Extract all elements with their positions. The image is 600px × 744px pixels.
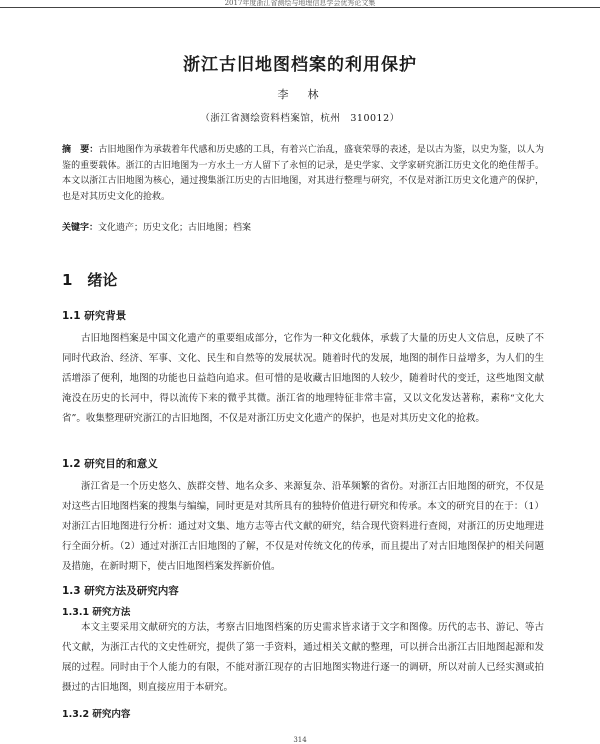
affiliation: （浙江省测绘资料档案馆，杭州 310012） — [200, 113, 400, 124]
abstract — [62, 143, 544, 205]
abstract-text: 古旧地图作为承载着年代感和历史感的工具，有着兴亡治乱，盛衰荣辱的表述，是以古为鉴，以史为鉴，以人为鉴的重要载体。浙江的古旧地图为一方水土一方人留下了永恒的记录，是史学家、文学家研究浙江历史文化的绝佳帮手。本文以浙江古旧地图为核心，通过搜集浙江历史的古旧地图，对其进行整理与研究，不仅是对浙江历史文化遗产的保护，也是对其历史文化的抢救。 — [62, 145, 544, 202]
keywords-text: 文化遗产；历史文化；古旧地图；档案 — [98, 223, 252, 233]
paragraph-background: 古旧地图档案是中国文化遗产的重要组成部分，它作为一种文化载体，承载了大量的历史人文信息，反映了不同时代政治、经济、军事、文化、民生和自然等的发展状况。随着时代的发展，地图的制作日益增多，为人们的生活增添了便利，地图的功能也日益趋向追求。但可惜的是收藏古旧地图的人较少，随着时代的变迁，这些地图文献淹没在历史的长河中，得以流传下来的微乎其微。浙江省的地理特征非常丰富，又以文化发达著称，素称“文化大省”。收集整理研究浙江的古旧地图，不仅是对浙江历史文化遗产的保护，也是对其历史文化的抢救。 — [62, 333, 544, 424]
subsubsection-heading-content: 1.3.2 研究内容 — [62, 709, 131, 720]
keywords — [62, 221, 544, 236]
subsection-heading-background: 1.1 研究背景 — [62, 310, 127, 322]
running-header: 2017年度浙江省测绘与地理信息学会优秀论文集 — [0, 0, 600, 8]
subsubsection-heading-methods: 1.3.1 研究方法 — [62, 607, 131, 618]
author: 李 林 — [277, 88, 323, 101]
paragraph-methods: 本文主要采用文献研究的方法，考察古旧地图档案的历史需求皆求诸于文字和图像。历代的志书、游记、等古代文献，为浙江古代的文史性研究，提供了第一手资料，通过相关文献的整理，可以拼合出浙江古旧地图起源和发展的过程。同时由于个人能力的有限，不能对浙江现存的古旧地图实物进行逐一的调研，所以对前人已经实测或拍摄过的古旧地图，则直接应用于本研究。 — [62, 622, 544, 693]
subsection-heading-purpose: 1.2 研究目的和意义 — [62, 458, 158, 470]
paragraph-purpose: 浙江省是一个历史悠久、族群交替、地名众多、来源复杂、沿革频繁的省份。对浙江古旧地图的研究，不仅是对这些古旧地图档案的搜集与编编，同时更是对其所具有的独特价值进行研究和传承。本文的研究目的在于：（1）对浙江古旧地图进行分析：通过对文集、地方志等古代文献的研究，结合现代资料进行查阅，对浙江的历史地理进行全面分析。（2）通过对浙江古旧地图的了解，不仅是对传统文化的传承，而且提出了对古旧地图保护的相关问题及措施，在新时期下，使古旧地图档案发挥新价值。 — [62, 481, 544, 572]
keywords-label: 关键字： — [62, 223, 99, 233]
subsection-heading-methods-content: 1.3 研究方法及研究内容 — [62, 585, 179, 597]
section-heading-introduction: 1 绪论 — [62, 271, 118, 289]
page-number: 314 — [293, 736, 307, 744]
abstract-label: 摘 要： — [62, 145, 99, 155]
paper-title: 浙江古旧地图档案的利用保护 — [183, 55, 417, 75]
